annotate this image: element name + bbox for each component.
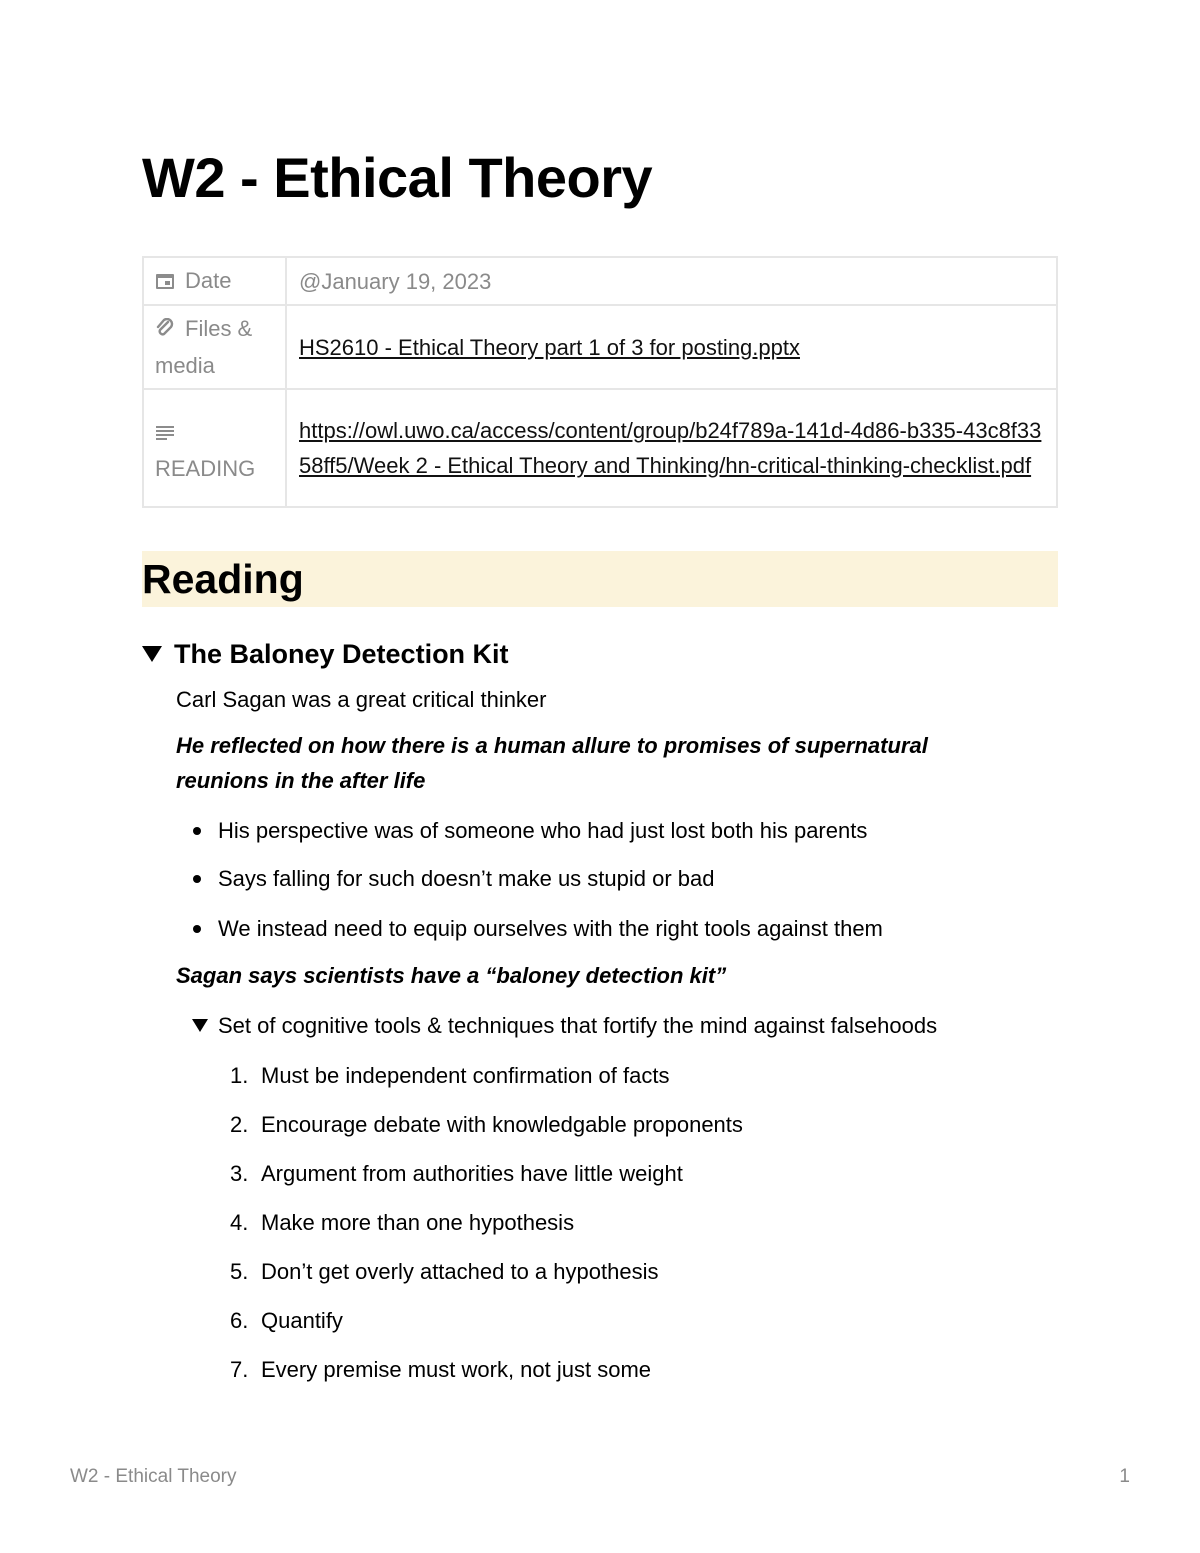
list-item-text: Encourage debate with knowledgable proponents [261, 1112, 743, 1137]
toggle-triangle-icon[interactable] [142, 646, 162, 662]
footer-title: W2 - Ethical Theory [70, 1466, 237, 1487]
list-item: We instead need to equip ourselves with the right tools against them [176, 911, 1016, 946]
intro-paragraph: Carl Sagan was a great critical thinker [176, 687, 547, 712]
list-item [176, 1058, 1016, 1093]
list-item-text: Must be independent confirmation of facts [261, 1063, 670, 1088]
section-heading-reading: Reading [142, 556, 304, 602]
property-name-date [143, 257, 286, 305]
list-item-text: Make more than one hypothesis [261, 1210, 575, 1235]
page-title: W2 - Ethical Theory [142, 146, 653, 209]
property-name-files [143, 305, 286, 389]
text-lines-icon [155, 416, 285, 451]
toggle-content [176, 682, 1016, 1387]
list-item [176, 1156, 1016, 1191]
property-label-files: Files & media [155, 316, 253, 378]
property-row-reading [143, 389, 1057, 507]
emphasis-paragraph: Sagan says scientists have a “baloney detection kit” [176, 963, 727, 988]
list-item [176, 1254, 1016, 1289]
property-row-date [143, 257, 1057, 305]
list-number: 6. [230, 1308, 249, 1333]
property-value-reading [286, 389, 1057, 507]
list-item-text: Every premise must work, not just some [261, 1357, 652, 1382]
properties-table [142, 256, 1058, 508]
list-item [176, 1303, 1016, 1338]
file-link[interactable]: HS2610 - Ethical Theory part 1 of 3 for posting.pptx [299, 334, 800, 360]
list-number: 3. [230, 1161, 249, 1186]
emphasis-paragraph: He reflected on how there is a human allure to promises of supernatural reunions in the after life [176, 733, 928, 793]
list-item-text: Don’t get overly attached to a hypothesis [261, 1259, 659, 1284]
page-number: 1 [1119, 1466, 1130, 1487]
list-item: His perspective was of someone who had just lost both his parents [176, 813, 1016, 848]
calendar-icon [155, 265, 175, 300]
list-item-text: Quantify [261, 1308, 343, 1333]
toggle-heading-label: The Baloney Detection Kit [174, 639, 509, 669]
property-value-date[interactable] [286, 257, 1057, 305]
numbered-list [176, 1058, 1016, 1387]
list-number: 2. [230, 1112, 249, 1137]
list-item: Says falling for such doesn’t make us stupid or bad [176, 861, 1016, 896]
sub-toggle[interactable] [176, 1008, 1016, 1043]
sub-toggle-label: Set of cognitive tools & techniques that fortify the mind against falsehoods [218, 1013, 938, 1038]
list-item [176, 1205, 1016, 1240]
property-name-reading [143, 389, 286, 507]
property-value-files [286, 305, 1057, 389]
date-value[interactable]: @January 19, 2023 [299, 268, 492, 294]
toggle-heading[interactable] [142, 634, 509, 674]
list-number: 4. [230, 1210, 249, 1235]
list-number: 5. [230, 1259, 249, 1284]
paperclip-icon [155, 313, 175, 348]
list-item [176, 1352, 1016, 1387]
list-number: 1. [230, 1063, 249, 1088]
bullet-list [176, 813, 1016, 946]
toggle-triangle-icon[interactable] [192, 1019, 208, 1032]
list-item-text: Argument from authorities have little weight [261, 1161, 683, 1186]
property-label-date: Date [185, 267, 232, 293]
list-item [176, 1107, 1016, 1142]
reading-url-link[interactable]: https://owl.uwo.ca/access/content/group/b24f789a-141d-4d86-b335-43c8f3358ff5/Week 2 - Ethical Theory and Thinking/hn-critical-thinking-checklist.pdf [299, 418, 1042, 478]
property-row-files [143, 305, 1057, 389]
property-label-reading: READING [155, 456, 256, 481]
list-number: 7. [230, 1357, 249, 1382]
